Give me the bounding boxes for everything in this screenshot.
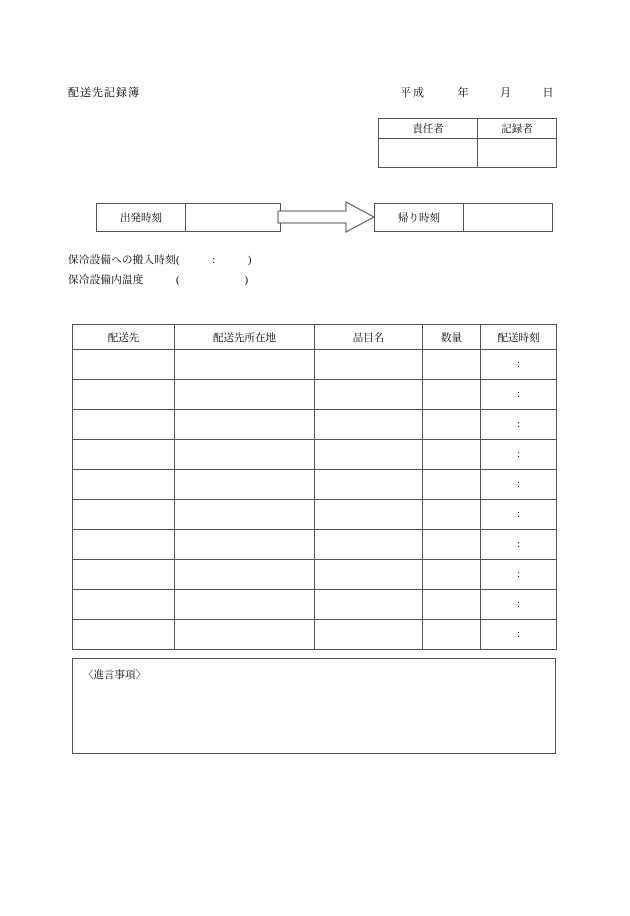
cell-dest[interactable] (73, 380, 175, 410)
cell-qty[interactable] (423, 380, 481, 410)
cell-item[interactable] (315, 470, 423, 500)
cell-qty[interactable] (423, 410, 481, 440)
cell-time[interactable]: : (481, 380, 557, 410)
cell-addr[interactable] (175, 350, 315, 380)
delivery-header-row (73, 325, 557, 350)
cell-addr[interactable] (175, 500, 315, 530)
delivery-header-dest: 配送先 (73, 325, 175, 350)
cell-item[interactable] (315, 530, 423, 560)
right-arrow-icon (276, 200, 376, 234)
departure-label: 出発時刻 (97, 204, 186, 232)
cell-dest[interactable] (73, 500, 175, 530)
table-row (73, 590, 557, 620)
cell-qty[interactable] (423, 590, 481, 620)
table-row (73, 410, 557, 440)
table-row (73, 620, 557, 650)
era-day-unit: 日 (542, 87, 554, 99)
cell-time[interactable]: : (481, 620, 557, 650)
return-time-box (374, 203, 553, 232)
departure-row (97, 204, 281, 232)
cell-time[interactable]: : (481, 410, 557, 440)
table-row (73, 440, 557, 470)
cell-time[interactable]: : (481, 350, 557, 380)
cell-item[interactable] (315, 560, 423, 590)
date-line (400, 84, 554, 100)
cell-addr[interactable] (175, 530, 315, 560)
cell-time[interactable]: : (481, 470, 557, 500)
remarks-box[interactable] (72, 658, 556, 754)
table-row (73, 500, 557, 530)
signature-value-responsible[interactable] (379, 139, 478, 168)
cell-item[interactable] (315, 350, 423, 380)
cell-item[interactable] (315, 500, 423, 530)
return-label: 帰り時刻 (375, 204, 464, 232)
delivery-header-addr: 配送先所在地 (175, 325, 315, 350)
cooling-temperature-note: 保冷設備内温度 ( ) (68, 275, 249, 286)
cell-item[interactable] (315, 440, 423, 470)
table-row (73, 560, 557, 590)
cell-dest[interactable] (73, 440, 175, 470)
cell-dest[interactable] (73, 350, 175, 380)
return-row (375, 204, 553, 232)
era-month-unit: 月 (500, 87, 511, 99)
cell-addr[interactable] (175, 440, 315, 470)
cell-qty[interactable] (423, 350, 481, 380)
cell-qty[interactable] (423, 470, 481, 500)
remarks-label: 〈進言事項〉 (83, 670, 146, 681)
table-row (73, 530, 557, 560)
cell-qty[interactable] (423, 500, 481, 530)
delivery-header-time: 配送時刻 (481, 325, 557, 350)
table-row (73, 350, 557, 380)
cell-dest[interactable] (73, 590, 175, 620)
signature-value-row (379, 139, 557, 168)
cell-addr[interactable] (175, 380, 315, 410)
signature-header-responsible: 責任者 (379, 119, 478, 139)
cell-addr[interactable] (175, 410, 315, 440)
cell-dest[interactable] (73, 530, 175, 560)
page-title: 配送先記録簿 (68, 87, 140, 99)
table-row (73, 470, 557, 500)
signature-value-recorder[interactable] (478, 139, 557, 168)
cell-addr[interactable] (175, 470, 315, 500)
cell-item[interactable] (315, 620, 423, 650)
cell-dest[interactable] (73, 560, 175, 590)
delivery-header-item: 品目名 (315, 325, 423, 350)
cell-qty[interactable] (423, 440, 481, 470)
delivery-header-qty: 数量 (423, 325, 481, 350)
cell-dest[interactable] (73, 620, 175, 650)
cell-item[interactable] (315, 590, 423, 620)
cell-time[interactable]: : (481, 530, 557, 560)
signature-header-row (379, 119, 557, 139)
era-name: 平成 (400, 87, 426, 99)
cell-addr[interactable] (175, 620, 315, 650)
signature-header-recorder: 記録者 (478, 119, 557, 139)
cell-addr[interactable] (175, 560, 315, 590)
cell-qty[interactable] (423, 620, 481, 650)
cell-qty[interactable] (423, 560, 481, 590)
cooling-load-time-note: 保冷設備への搬入時刻( : ) (68, 255, 252, 266)
departure-value[interactable] (186, 204, 281, 232)
cell-item[interactable] (315, 410, 423, 440)
cell-addr[interactable] (175, 590, 315, 620)
cell-item[interactable] (315, 380, 423, 410)
cell-dest[interactable] (73, 410, 175, 440)
departure-time-box (96, 203, 281, 232)
cell-qty[interactable] (423, 530, 481, 560)
cell-time[interactable]: : (481, 500, 557, 530)
table-row (73, 380, 557, 410)
era-year-unit: 年 (457, 87, 469, 99)
cell-time[interactable]: : (481, 440, 557, 470)
return-value[interactable] (464, 204, 553, 232)
delivery-table (72, 324, 557, 650)
signature-table (378, 118, 557, 168)
cell-time[interactable]: : (481, 560, 557, 590)
cell-time[interactable]: : (481, 590, 557, 620)
cell-dest[interactable] (73, 470, 175, 500)
